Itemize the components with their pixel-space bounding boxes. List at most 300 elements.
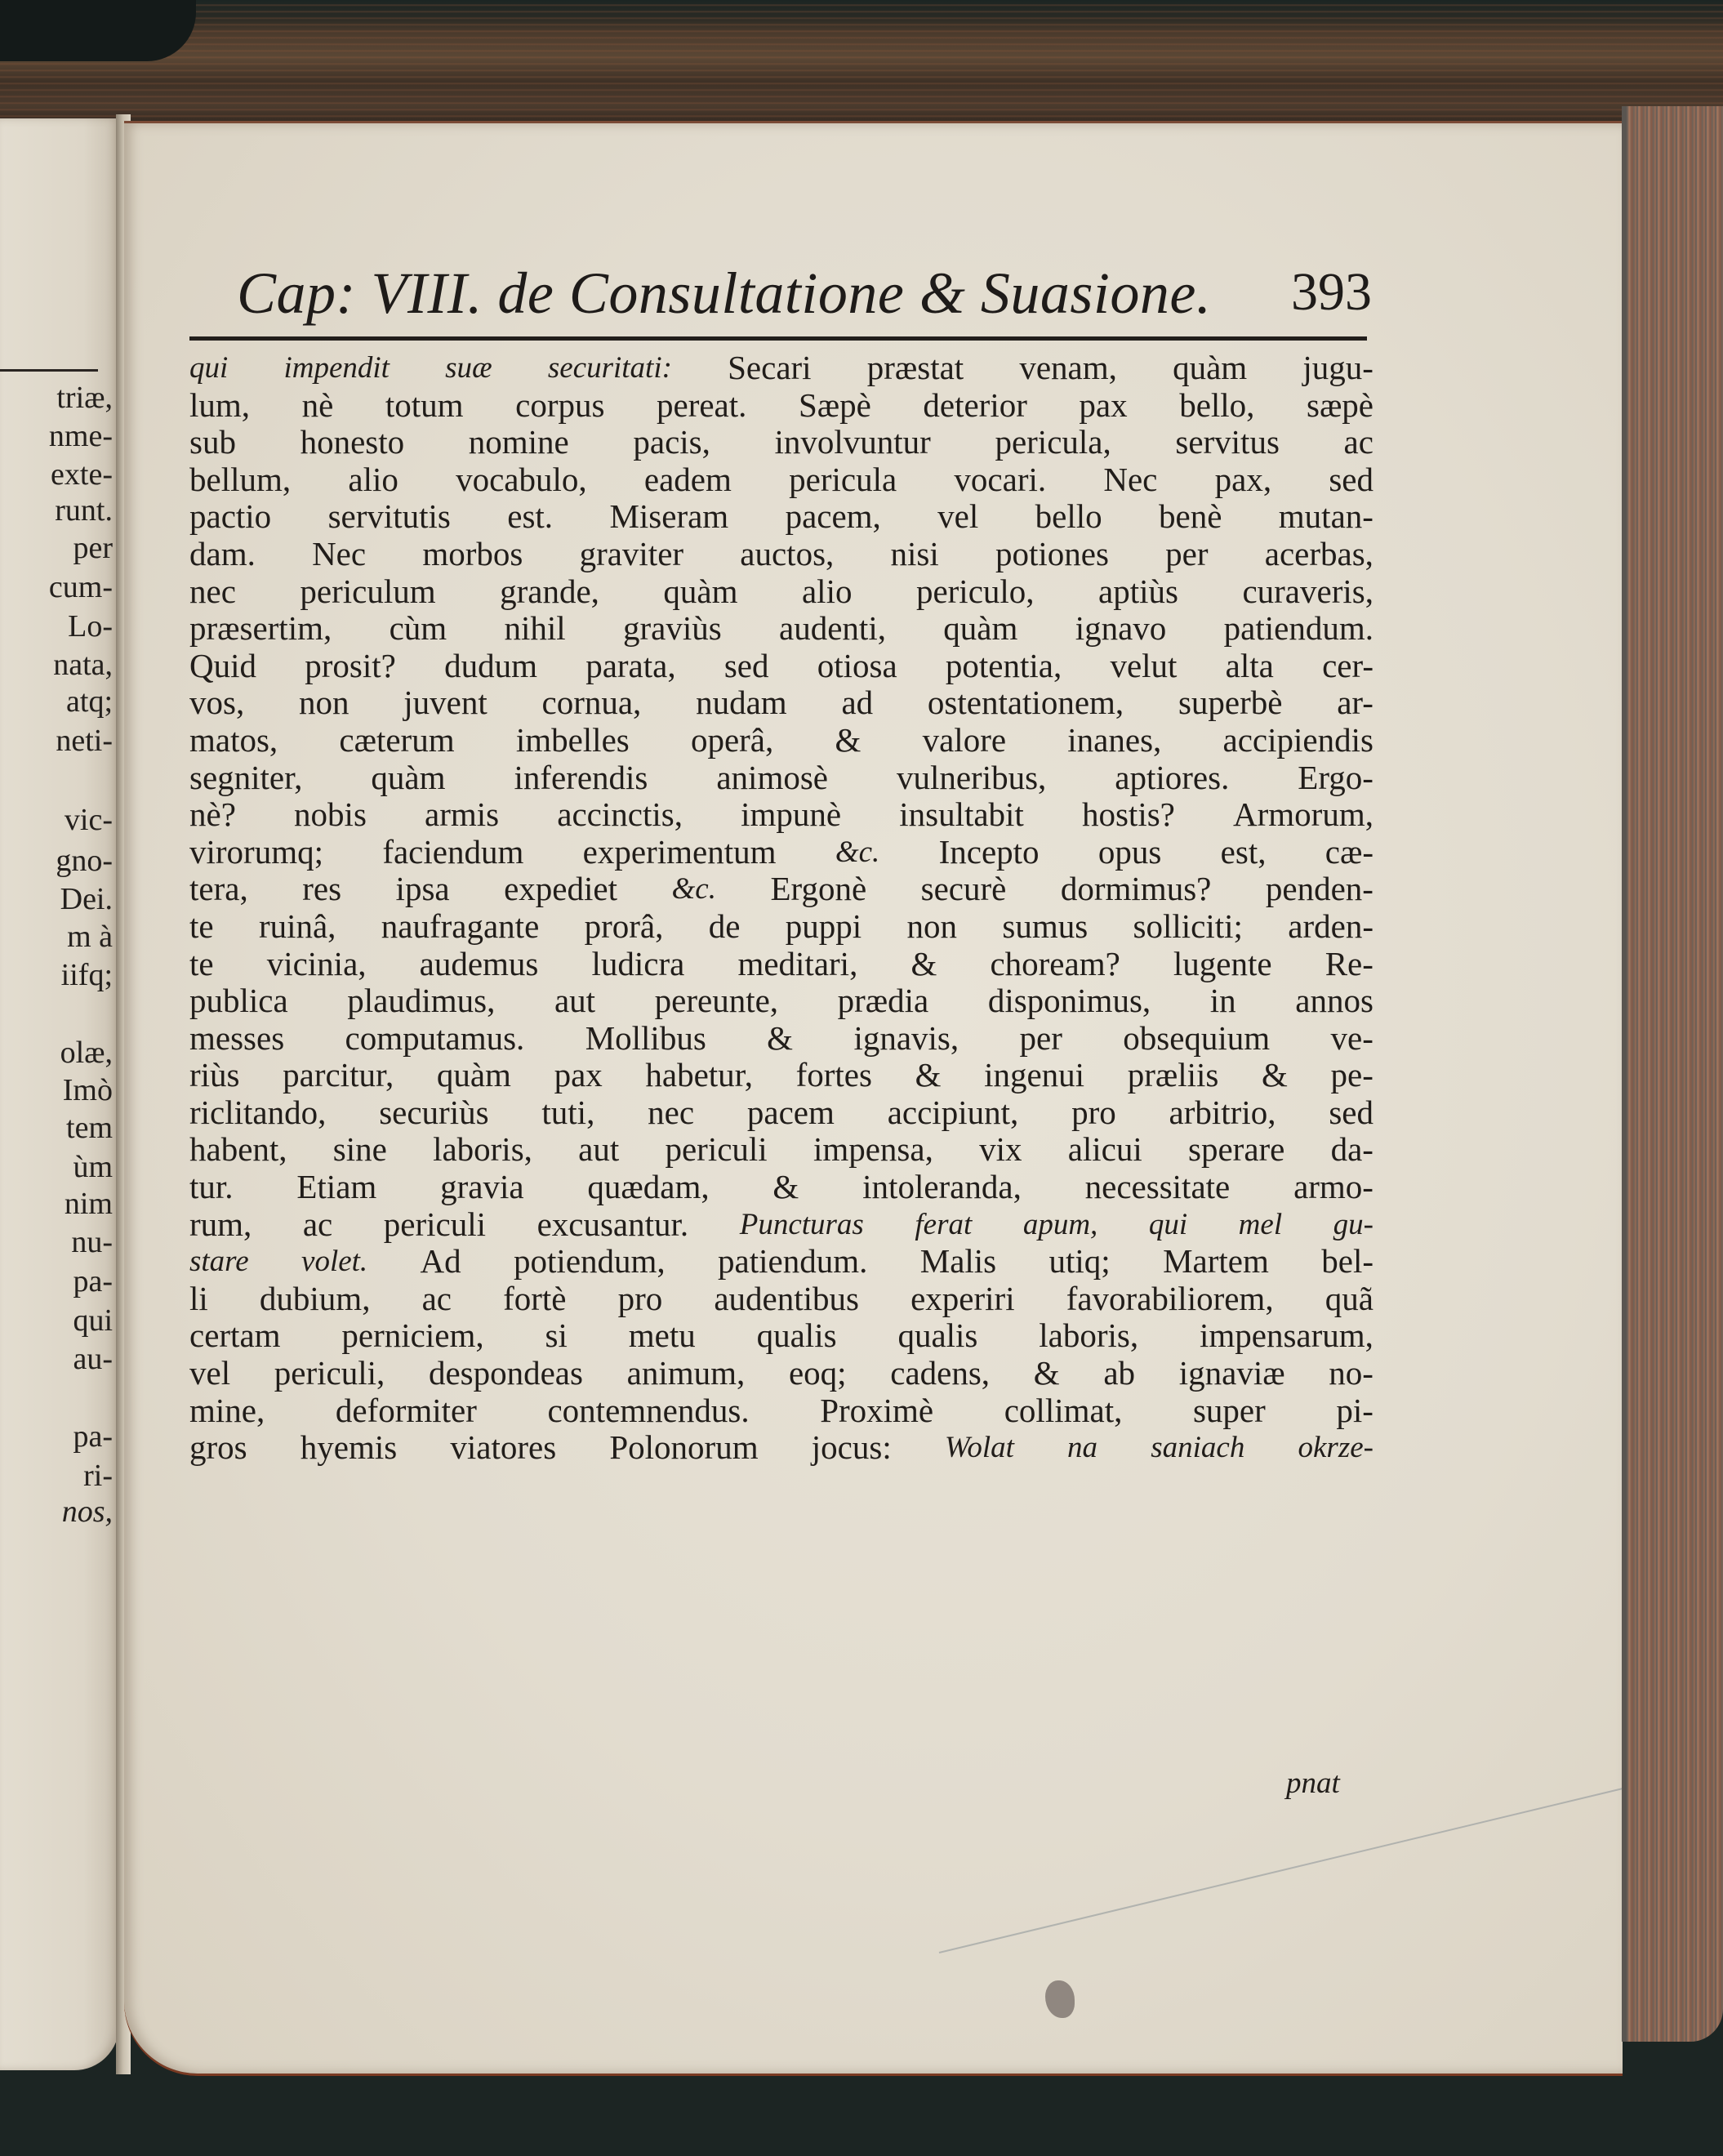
word: choream?: [990, 944, 1120, 982]
word: potiendum,: [514, 1242, 666, 1281]
body-text: [189, 350, 1374, 1467]
word: necessitate: [1084, 1168, 1231, 1206]
text-line: [189, 536, 1374, 573]
word: despondeas: [428, 1354, 583, 1392]
word: &: [1261, 1056, 1288, 1094]
word: graviter: [579, 534, 684, 572]
word: gravia: [440, 1168, 524, 1206]
word: totum: [385, 385, 464, 424]
word: armo-: [1293, 1168, 1374, 1206]
word: vel: [937, 497, 979, 536]
book-fore-edge: [1622, 106, 1723, 2042]
word: operâ,: [690, 720, 774, 759]
text-line: [189, 946, 1374, 983]
left-fragment: Lo-: [68, 609, 113, 644]
word: fortes: [795, 1056, 872, 1094]
word: sperare: [1188, 1130, 1285, 1169]
word: aptiùs: [1098, 572, 1178, 610]
word: alta: [1225, 646, 1274, 684]
word: accinctis,: [557, 795, 683, 834]
word: alicui: [1067, 1130, 1142, 1169]
word: pericula,: [995, 423, 1111, 461]
left-fragment: nim: [64, 1187, 113, 1221]
left-fragment: Dei.: [60, 882, 113, 916]
word: fortè: [503, 1279, 567, 1317]
word: &: [835, 720, 862, 759]
word: dormimus?: [1060, 870, 1212, 908]
word: prorâ,: [584, 906, 664, 945]
text-line: [189, 573, 1374, 611]
word: Polonorum: [609, 1428, 759, 1467]
word: disponimus,: [987, 982, 1151, 1020]
text-line: [189, 387, 1374, 425]
text-line: [189, 1131, 1374, 1169]
word: eadem: [643, 460, 732, 498]
word: juvent: [403, 684, 488, 722]
word: inanes,: [1067, 720, 1162, 759]
word: li: [189, 1279, 208, 1317]
italic-word: apum,: [1022, 1207, 1098, 1241]
word: pacem,: [785, 497, 881, 536]
word: nihil: [504, 609, 566, 648]
left-fragment: m à: [67, 920, 113, 954]
word: arbitrio,: [1169, 1093, 1276, 1131]
word: viatores: [450, 1428, 557, 1467]
word: patiendum.: [718, 1242, 868, 1281]
word: morbos: [422, 534, 523, 572]
left-fragment: cum-: [48, 570, 113, 604]
word: aut: [578, 1130, 620, 1169]
word: parcitur,: [283, 1056, 394, 1094]
word: ac: [1343, 423, 1374, 461]
word: sed: [723, 646, 769, 684]
word: animum,: [626, 1354, 746, 1392]
word: vix: [979, 1130, 1022, 1169]
word: si: [545, 1316, 568, 1355]
italic-word: volet.: [301, 1245, 368, 1279]
word: benè: [1159, 497, 1222, 536]
word: te: [189, 944, 214, 982]
word: publica: [189, 982, 288, 1020]
text-line: [189, 610, 1374, 648]
italic-word: mel: [1238, 1207, 1283, 1241]
left-fragment: au-: [73, 1342, 113, 1376]
text-line: [189, 1206, 1374, 1244]
italic-word: qui: [189, 351, 229, 385]
text-line: [189, 1355, 1374, 1392]
word: periculi: [665, 1130, 768, 1169]
left-fragment: qui: [73, 1303, 113, 1338]
word: aut: [554, 982, 596, 1020]
word: no-: [1329, 1354, 1374, 1392]
word: matos,: [189, 720, 278, 759]
word: segniter,: [189, 758, 303, 796]
word: insultabit: [899, 795, 1024, 834]
word: deterior: [923, 385, 1027, 424]
word: riclitando,: [189, 1093, 327, 1131]
word: corpus: [515, 385, 605, 424]
word: securiùs: [379, 1093, 489, 1131]
text-line: [189, 834, 1374, 871]
word: audentibus: [714, 1279, 859, 1317]
left-fragment: atq;: [66, 684, 113, 719]
word: in: [1209, 982, 1236, 1020]
word: vulneribus,: [896, 758, 1047, 796]
word: ad: [841, 684, 874, 722]
word: periculi: [383, 1205, 487, 1243]
word: pactio: [189, 497, 272, 536]
word: Secari: [728, 349, 812, 386]
word: vel: [189, 1354, 231, 1392]
word: est.: [507, 497, 554, 536]
word: Proximè: [820, 1391, 934, 1429]
italic-word: Puncturas: [739, 1207, 864, 1241]
left-fragment: nata,: [53, 648, 113, 682]
left-fragment: nme-: [48, 419, 113, 453]
word: Martem: [1163, 1242, 1269, 1281]
word: nè: [301, 385, 334, 424]
word: Ergonè: [770, 870, 867, 908]
word: armis: [425, 795, 500, 834]
word: opus: [1097, 832, 1162, 871]
italic-word: &c.: [835, 835, 880, 869]
left-fragment: pa-: [73, 1419, 113, 1454]
text-line: [189, 424, 1374, 461]
word: nobis: [294, 795, 367, 834]
italic-word: saniach: [1151, 1431, 1245, 1465]
word: sine: [332, 1130, 387, 1169]
word: patiendum.: [1223, 609, 1374, 648]
word: qualis: [897, 1316, 978, 1355]
word: eoq;: [788, 1354, 847, 1392]
word: valore: [922, 720, 1007, 759]
italic-word: &c.: [671, 872, 716, 906]
left-fragment: per: [73, 531, 113, 565]
word: audemus: [419, 944, 539, 982]
word: pi-: [1336, 1391, 1374, 1429]
word: bel-: [1321, 1242, 1374, 1281]
word: pro: [1071, 1093, 1116, 1131]
word: Etiam: [296, 1168, 377, 1206]
word: imbelles: [515, 720, 630, 759]
word: dubium,: [259, 1279, 371, 1317]
word: alio: [348, 460, 398, 498]
left-fragment: exte-: [51, 457, 113, 492]
word: Nec: [1103, 460, 1158, 498]
word: ve-: [1330, 1018, 1374, 1057]
word: graviùs: [623, 609, 722, 648]
word: obsequium: [1123, 1018, 1271, 1057]
word: prædia: [837, 982, 929, 1020]
header-rule: [189, 336, 1367, 341]
word: super: [1192, 1391, 1266, 1429]
text-line: [189, 1392, 1374, 1430]
left-fragment: neti-: [56, 724, 113, 758]
word: tera,: [189, 870, 248, 908]
word: impensarum,: [1200, 1316, 1374, 1355]
word: mine,: [189, 1391, 265, 1429]
text-line: [189, 1281, 1374, 1318]
left-page-rule: [0, 369, 98, 372]
word: potentia,: [945, 646, 1062, 684]
word: jocus:: [811, 1428, 892, 1467]
word: vocabulo,: [456, 460, 587, 498]
word: Re-: [1325, 944, 1374, 982]
word: computamus.: [345, 1018, 525, 1057]
italic-word: stare: [189, 1245, 249, 1279]
word: est,: [1220, 832, 1267, 871]
word: ipsa: [395, 870, 450, 908]
word: tur.: [189, 1168, 234, 1206]
word: curaveris,: [1242, 572, 1374, 610]
word: habetur,: [645, 1056, 753, 1094]
text-line: [189, 1243, 1374, 1281]
word: per: [1165, 534, 1209, 572]
word: cæterum: [339, 720, 455, 759]
left-fragment: ùm: [73, 1150, 113, 1184]
word: pericula: [789, 460, 897, 498]
word: ignaviæ: [1178, 1354, 1285, 1392]
word: accipiunt,: [887, 1093, 1019, 1131]
word: bello: [1035, 497, 1102, 536]
left-fragment: triæ,: [56, 381, 113, 415]
text-line: [189, 982, 1374, 1020]
word: ac: [302, 1205, 333, 1243]
word: riùs: [189, 1056, 240, 1094]
left-fragment: olæ,: [60, 1036, 113, 1070]
left-fragment: nos,: [61, 1494, 113, 1529]
word: acerbas,: [1264, 534, 1374, 572]
text-line: [189, 648, 1374, 685]
left-fragment: runt.: [55, 493, 113, 528]
word: dam.: [189, 534, 256, 572]
left-fragment: tem: [66, 1111, 113, 1145]
word: &: [772, 1168, 799, 1206]
text-line: [189, 1057, 1374, 1094]
word: cùm: [389, 609, 447, 648]
word: collimat,: [1004, 1391, 1123, 1429]
word: sub: [189, 423, 236, 461]
word: ignavo: [1075, 609, 1167, 648]
word: venam,: [1019, 349, 1117, 386]
word: bellum,: [189, 460, 292, 498]
text-line: [189, 1094, 1374, 1132]
word: &: [767, 1018, 794, 1057]
word: quàm: [1173, 349, 1248, 386]
word: vos,: [189, 684, 245, 722]
word: grande,: [500, 572, 599, 610]
word: &: [1033, 1354, 1060, 1392]
word: excusantur.: [536, 1205, 689, 1243]
word: periculo,: [915, 572, 1035, 610]
word: nec: [648, 1093, 695, 1131]
word: ignavis,: [853, 1018, 959, 1057]
word: ab: [1103, 1354, 1136, 1392]
word: Mollibus: [585, 1018, 706, 1057]
left-fragment: nu-: [71, 1225, 113, 1259]
word: ludicra: [591, 944, 685, 982]
word: annos: [1295, 982, 1374, 1020]
word: solliciti;: [1133, 906, 1243, 945]
left-fragment: ri-: [83, 1459, 113, 1493]
word: te: [189, 906, 214, 945]
italic-word: suæ: [445, 351, 492, 385]
word: sæpè: [1306, 385, 1374, 424]
italic-word: securitati:: [547, 351, 672, 385]
word: bello,: [1179, 385, 1255, 424]
word: periculi,: [274, 1354, 385, 1392]
word: animosè: [716, 758, 828, 796]
left-fragment: iifq;: [60, 958, 113, 992]
word: laboris,: [1039, 1316, 1139, 1355]
italic-word: gu-: [1333, 1207, 1374, 1241]
word: experimentum: [582, 832, 777, 871]
word: nudam: [696, 684, 787, 722]
word: Miseram: [609, 497, 729, 536]
text-line: [189, 461, 1374, 499]
word: &: [910, 944, 937, 982]
word: impunè: [741, 795, 842, 834]
word: nec: [189, 572, 236, 610]
word: periculum: [300, 572, 436, 610]
page-number: 393: [1291, 262, 1372, 322]
text-line: [189, 498, 1374, 536]
word: præsertim,: [189, 609, 332, 648]
word: nè?: [189, 795, 236, 834]
word: plaudimus,: [347, 982, 496, 1020]
word: non: [906, 906, 958, 945]
text-line: [189, 1020, 1374, 1058]
word: puppi: [785, 906, 862, 945]
word: honesto: [300, 423, 405, 461]
word: quàm: [663, 572, 738, 610]
word: pax: [1079, 385, 1128, 424]
word: res: [302, 870, 342, 908]
text-line: [189, 760, 1374, 797]
word: quàm: [436, 1056, 511, 1094]
word: penden-: [1265, 870, 1374, 908]
running-head: [237, 260, 1372, 325]
word: vicinia,: [266, 944, 367, 982]
word: Nec: [312, 534, 367, 572]
word: experiri: [910, 1279, 1015, 1317]
word: gros: [189, 1428, 247, 1467]
word: pe-: [1330, 1056, 1374, 1094]
word: quàm: [943, 609, 1018, 648]
word: ostentationem,: [927, 684, 1124, 722]
text-line: [189, 722, 1374, 760]
word: superbè: [1178, 684, 1283, 722]
italic-word: okrze-: [1298, 1431, 1374, 1465]
word: per: [1019, 1018, 1062, 1057]
word: potiones: [995, 534, 1109, 572]
word: Incepto: [938, 832, 1040, 871]
word: tuti,: [541, 1093, 595, 1131]
word: naufragante: [381, 906, 540, 945]
word: deformiter: [335, 1391, 477, 1429]
word: contemnendus.: [547, 1391, 750, 1429]
catchword: pnat: [1286, 1766, 1340, 1800]
word: quædam,: [587, 1168, 710, 1206]
word: Ad: [420, 1242, 461, 1281]
italic-word: ferat: [915, 1207, 973, 1241]
word: quàm: [371, 758, 446, 796]
word: qualis: [756, 1316, 837, 1355]
word: impensa,: [813, 1130, 933, 1169]
word: involvuntur: [774, 423, 931, 461]
word: messes: [189, 1018, 285, 1057]
word: favorabiliorem,: [1066, 1279, 1274, 1317]
word: Malis: [919, 1242, 997, 1281]
word: da-: [1330, 1130, 1374, 1169]
word: non: [298, 684, 349, 722]
word: meditari,: [737, 944, 858, 982]
word: prosit?: [305, 646, 396, 684]
text-line: [189, 871, 1374, 908]
word: audenti,: [779, 609, 886, 648]
word: pax,: [1214, 460, 1272, 498]
word: auctos,: [740, 534, 835, 572]
word: securè: [920, 870, 1007, 908]
word: ac: [421, 1279, 452, 1317]
word: sed: [1329, 460, 1374, 498]
word: præliis: [1127, 1056, 1219, 1094]
word: cer-: [1322, 646, 1374, 684]
word: alio: [801, 572, 853, 610]
word: Ergo-: [1298, 758, 1374, 796]
word: Sæpè: [798, 385, 871, 424]
word: servitutis: [327, 497, 451, 536]
left-fragment: vic-: [64, 803, 113, 837]
text-line: [189, 796, 1374, 834]
word: hostis?: [1081, 795, 1175, 834]
italic-word: Wolat: [944, 1431, 1014, 1465]
italic-word: impendit: [283, 351, 390, 385]
word: habent,: [189, 1130, 287, 1169]
word: servitus: [1175, 423, 1280, 461]
word: jugu-: [1302, 349, 1374, 386]
word: intoleranda,: [862, 1168, 1022, 1206]
word: mutan-: [1278, 497, 1374, 536]
word: otiosa: [817, 646, 897, 684]
word: cornua,: [541, 684, 642, 722]
word: laboris,: [433, 1130, 532, 1169]
italic-word: na: [1067, 1431, 1098, 1465]
word: faciendum: [382, 832, 524, 871]
word: de: [708, 906, 741, 945]
text-line: [189, 1317, 1374, 1355]
text-line: [189, 908, 1374, 946]
text-line: [189, 1429, 1374, 1467]
word: aptiores.: [1115, 758, 1230, 796]
word: nisi: [890, 534, 939, 572]
word: utiq;: [1048, 1242, 1111, 1281]
word: nomine: [468, 423, 569, 461]
chapter-title: Cap: VIII. de Consultatione & Suasione.: [237, 261, 1212, 326]
word: cæ-: [1325, 832, 1374, 871]
word: pax: [554, 1056, 603, 1094]
word: Quid: [189, 646, 256, 684]
left-fragment: pa-: [73, 1264, 113, 1298]
text-line: [189, 350, 1374, 387]
text-line: [189, 1169, 1374, 1206]
word: ingenui: [984, 1056, 1085, 1094]
word: vocari.: [954, 460, 1047, 498]
word: perniciem,: [341, 1316, 484, 1355]
word: Armorum,: [1233, 795, 1374, 834]
text-line: [189, 684, 1374, 722]
word: expediet: [504, 870, 617, 908]
